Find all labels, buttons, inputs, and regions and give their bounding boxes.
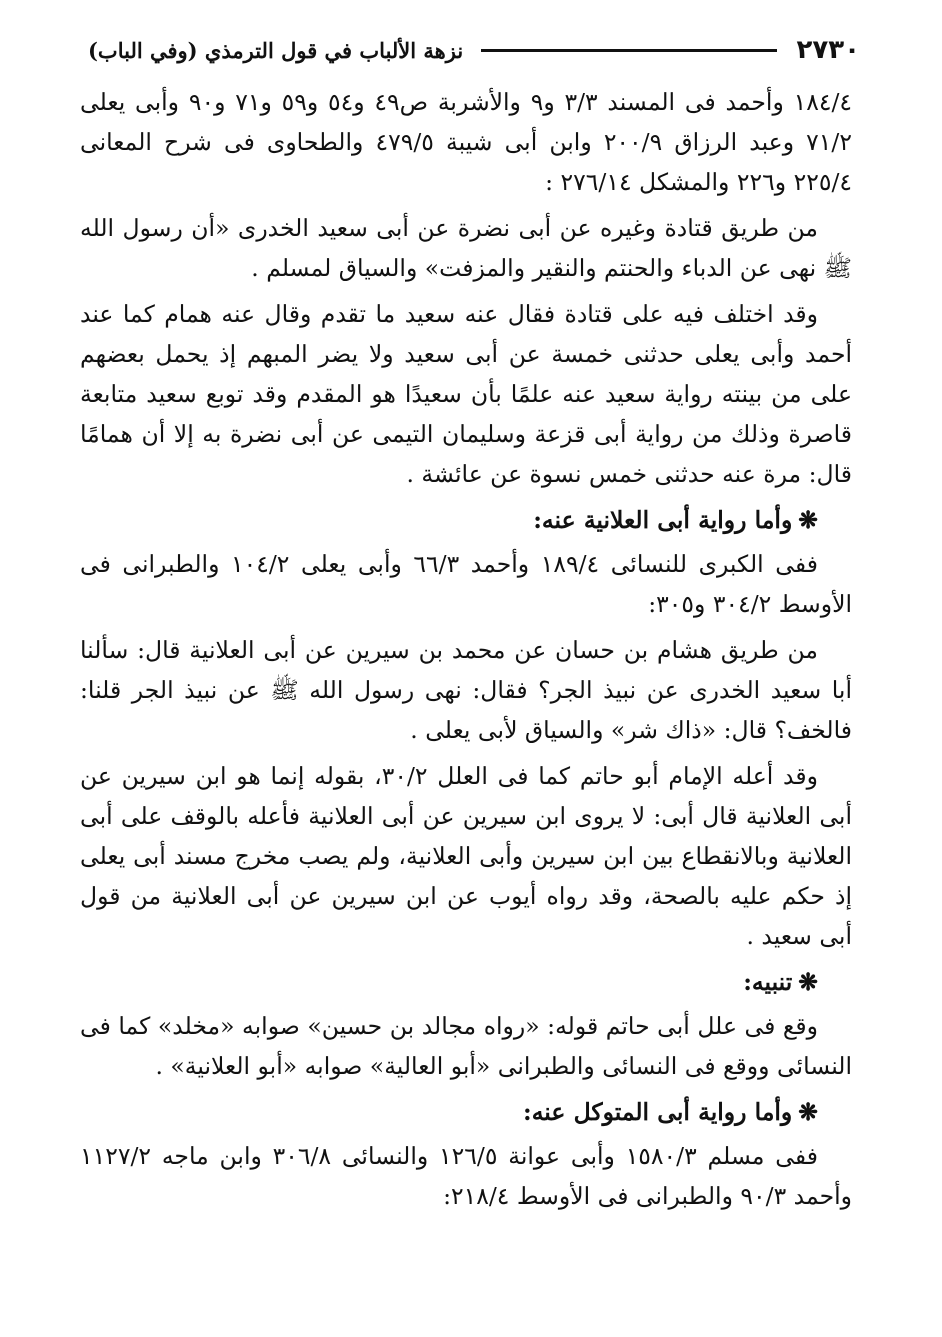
section-heading-note <box>80 962 852 1002</box>
paragraph-sources-continued: ١٨٤/٤ وأحمد فى المسند ٣/٣ و٩ والأشربة ص٤٩ و٥٤ و٥٩ و٧١ و٩٠ وأبى يعلى ٧١/٢ وعبد الرزاق ٢٠٠/٩ وابن أبى شيبة ٤٧٩/٥ والطحاوى فى شرح المعانى ٢٢٥/٤ و٢٢٦ والمشكل ٢٧٦/١٤ : <box>80 88 852 196</box>
page-number: ٢٧٣٠ <box>796 35 860 65</box>
section-heading-abi-al-mutawakkil <box>80 1092 852 1132</box>
paragraph-al-alaniya-sources: ففى الكبرى للنسائى ١٨٩/٤ وأحمد ٦٦/٣ وأبى يعلى ١٠٤/٢ والطبرانى فى الأوسط ٣٠٤/٢ و٣٠٥: <box>80 550 852 618</box>
section-heading-text: تنبيه: <box>743 968 793 996</box>
running-title: نزهة الألباب في قول الترمذي (وفي الباب) <box>88 37 464 63</box>
paragraph-qatada-route: من طريق قتادة وغيره عن أبى نضرة عن أبى سعيد الخدرى «أن رسول الله ﷺ نهى عن الدباء والحنتم والنقير والمزفت» والسياق لمسلم . <box>80 214 852 282</box>
paragraph-qatada-discrepancy: وقد اختلف فيه على قتادة فقال عنه سعيد ما تقدم وقال عنه همام كما عند أحمد وأبى يعلى حدثنى خمسة عن أبى سعيد ولا يضر المبهم إذ يحمل بعضهم على من بينته رواية سعيد عنه علمًا بأن سعيدًا هو المقدم وقد توبع سعيد متابعة قاصرة وذلك من رواية أبى قزعة وسليمان التيمى عن أبى نضرة به إلا أن همامًا قال: مرة عنه حدثنى خمس نسوة عن عائشة . <box>80 300 852 488</box>
asterisk-icon: ❋ <box>798 968 818 996</box>
section-heading-text: وأما رواية أبى المتوكل عنه: <box>523 1098 793 1126</box>
paragraph-note-correction: وقع فى علل أبى حاتم قوله: «رواه مجالد بن حسين» صوابه «مخلد» كما فى النسائى ووقع فى النسائى والطبرانى «أبو العالية» صوابه «أبو العلانية» . <box>80 1012 852 1080</box>
section-heading-abi-al-alaniya <box>80 500 852 540</box>
page-header <box>88 28 860 72</box>
asterisk-icon: ❋ <box>798 1098 818 1126</box>
paragraph-abu-hatim-illa: وقد أعله الإمام أبو حاتم كما فى العلل ٣٠/٢، بقوله إنما هو ابن سيرين عن أبى العلانية قال أبى: لا يروى ابن سيرين عن أبى العلانية فأعله بالوقف على أبى العلانية وبالانقطاع بين ابن سيرين وأبى العلانية، ولم يصب مخرج مسند أبى يعلى إذ حكم عليه بالصحة، وقد رواه أيوب عن ابن سيرين عن أبى العلانية من قول أبى سعيد . <box>80 762 852 950</box>
section-heading-text: وأما رواية أبى العلانية عنه: <box>533 506 793 534</box>
header-rule <box>481 49 776 52</box>
asterisk-icon: ❋ <box>798 506 818 534</box>
paragraph-hisham-route: من طريق هشام بن حسان عن محمد بن سيرين عن أبى العلانية قال: سألنا أبا سعيد الخدرى عن نبيذ الجر؟ فقال: نهى رسول الله ﷺ عن نبيذ الجر قلنا: فالخف؟ قال: «ذاك شر» والسياق لأبى يعلى . <box>80 636 852 744</box>
paragraph-al-mutawakkil-sources: ففى مسلم ١٥٨٠/٣ وأبى عوانة ١٢٦/٥ والنسائى ٣٠٦/٨ وابن ماجه ١١٢٧/٢ وأحمد ٩٠/٣ والطبرانى فى الأوسط ٢١٨/٤: <box>80 1142 852 1210</box>
page-body <box>80 82 852 1222</box>
